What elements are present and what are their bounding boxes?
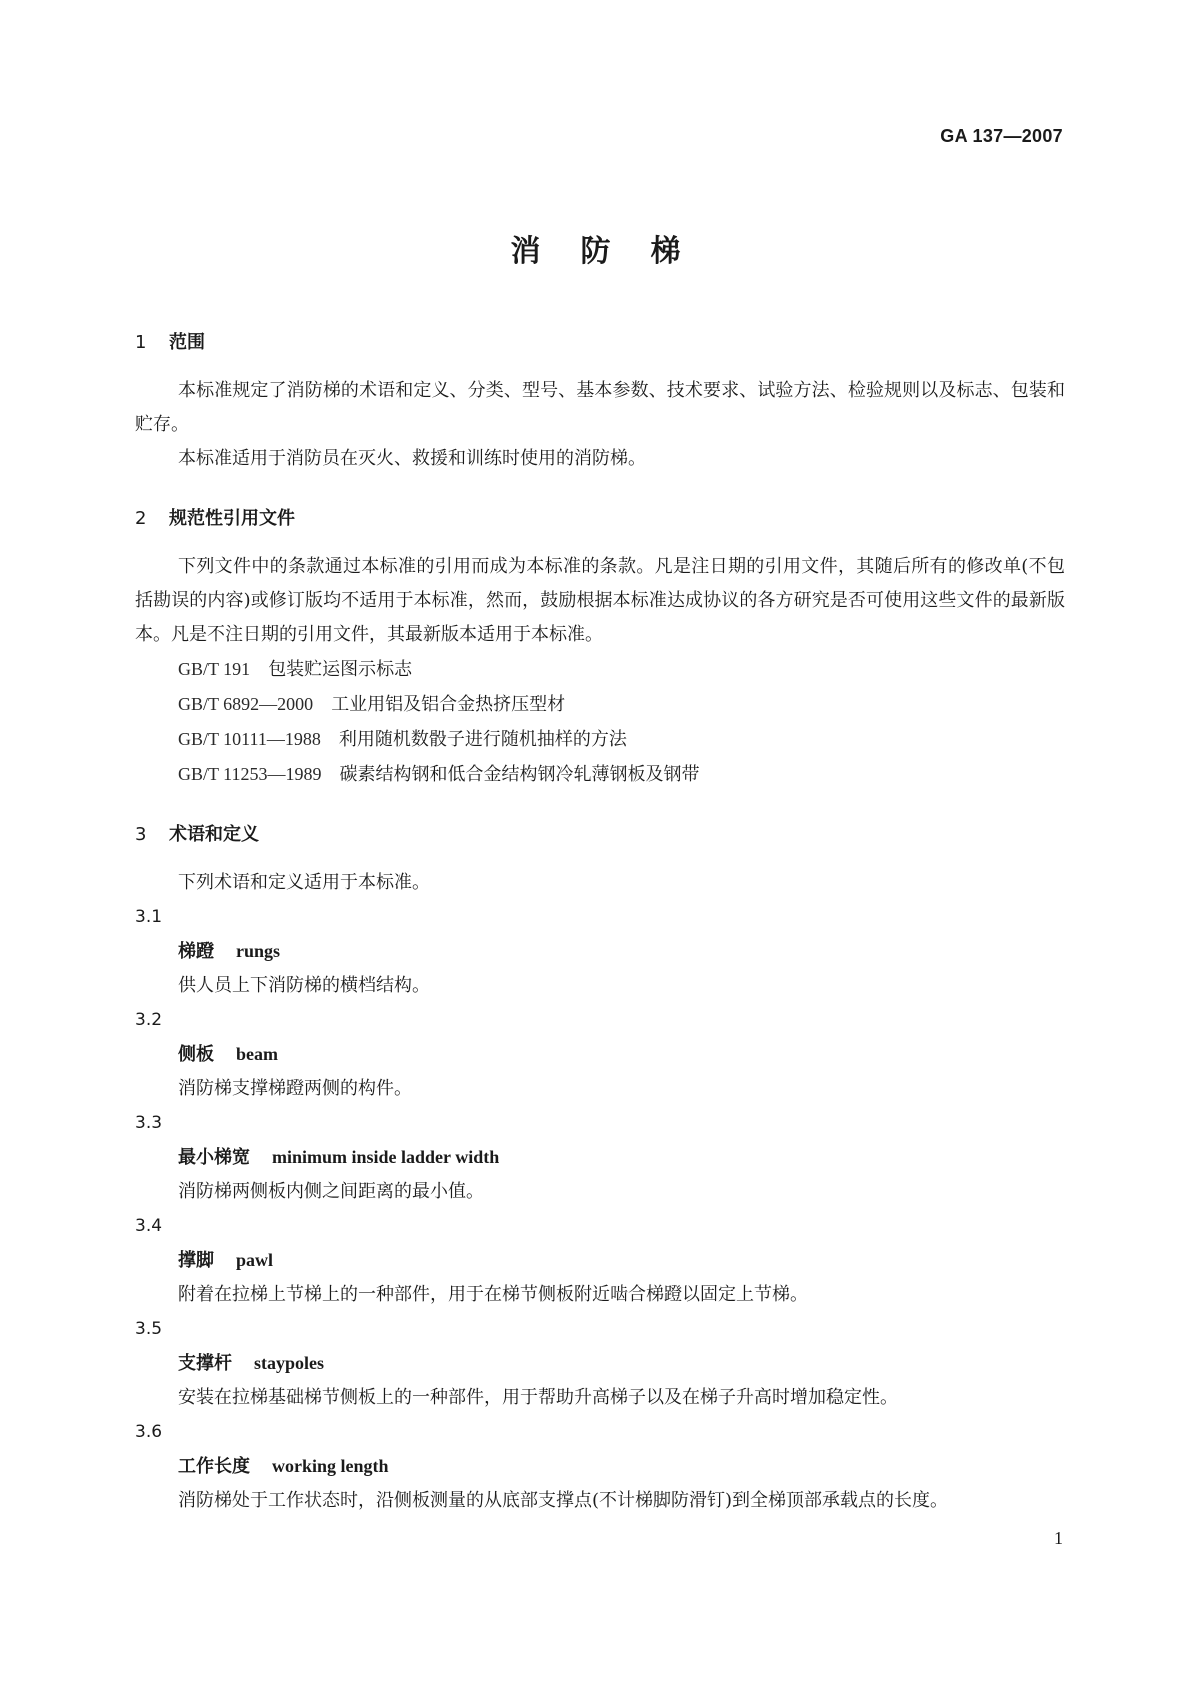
- term-entry: [135, 1106, 1065, 1209]
- term-definition: 消防梯支撑梯蹬两侧的构件。: [178, 1078, 412, 1099]
- term-en: working length: [272, 1456, 389, 1476]
- term-entry: [135, 900, 1065, 1003]
- term-en: beam: [236, 1044, 278, 1064]
- references-intro: 下列文件中的条款通过本标准的引用而成为本标准的条款。凡是注日期的引用文件，其随后所有的修改单(不包括勘误的内容)或修订版均不适用于本标准，然而，鼓励根据本标准达成协议的各方研究是否可使用这些文件的最新版本。凡是不注日期的引用文件，其最新版本适用于本标准。: [135, 556, 1065, 645]
- term-name: [135, 1243, 1065, 1278]
- reference-item: [135, 722, 1065, 757]
- section-number: 1: [135, 332, 147, 353]
- term-en: staypoles: [254, 1353, 325, 1373]
- section-number: 3: [135, 824, 147, 845]
- reference-item: [135, 757, 1065, 792]
- term-number: 3.1: [135, 907, 163, 927]
- term-number: 3.3: [135, 1113, 163, 1133]
- term-zh: 支撑杆: [178, 1353, 232, 1374]
- term-definition: 消防梯处于工作状态时，沿侧板测量的从底部支撑点(不计梯脚防滑钉)到全梯顶部承载点的长度。: [178, 1490, 949, 1511]
- term-zh: 梯蹬: [178, 941, 214, 962]
- reference-title: 碳素结构钢和低合金结构钢冷轧薄钢板及钢带: [339, 764, 700, 785]
- page-number: 1: [1054, 1528, 1063, 1548]
- term-entry: [135, 1003, 1065, 1106]
- terms-intro: 下列术语和定义适用于本标准。: [178, 872, 430, 893]
- term-entry: [135, 1209, 1065, 1312]
- term-entry: [135, 1415, 1065, 1518]
- term-zh: 侧板: [178, 1044, 214, 1065]
- term-number: 3.4: [135, 1216, 163, 1236]
- scope-paragraph: 本标准规定了消防梯的术语和定义、分类、型号、基本参数、技术要求、试验方法、检验规则以及标志、包装和贮存。: [135, 380, 1065, 435]
- section-title: 范围: [169, 332, 205, 353]
- term-name: [135, 1140, 1065, 1175]
- section-heading-normative-references: [135, 502, 1065, 536]
- term-number: 3.2: [135, 1010, 163, 1030]
- term-zh: 撑脚: [178, 1250, 214, 1271]
- term-name: [135, 934, 1065, 969]
- term-number: 3.6: [135, 1422, 163, 1442]
- section-heading-scope: [135, 326, 1065, 360]
- reference-item: [135, 687, 1065, 722]
- scope-paragraph: 本标准适用于消防员在灭火、救援和训练时使用的消防梯。: [178, 448, 646, 469]
- term-definition: 供人员上下消防梯的横档结构。: [178, 975, 430, 996]
- term-definition: 消防梯两侧板内侧之间距离的最小值。: [178, 1181, 484, 1202]
- term-name: [135, 1449, 1065, 1484]
- document-title: 消防梯: [510, 234, 721, 269]
- reference-title: 工业用铝及铝合金热挤压型材: [331, 694, 566, 715]
- standard-code: GA 137—2007: [940, 126, 1063, 146]
- term-zh: 工作长度: [178, 1456, 250, 1477]
- reference-code: GB/T 191: [178, 659, 251, 679]
- term-number: 3.5: [135, 1319, 163, 1339]
- reference-code: GB/T 6892—2000: [178, 694, 314, 714]
- term-en: pawl: [236, 1250, 274, 1270]
- section-heading-terms-definitions: [135, 818, 1065, 852]
- term-en: minimum inside ladder width: [272, 1147, 500, 1167]
- section-title: 术语和定义: [169, 824, 259, 845]
- term-zh: 最小梯宽: [178, 1147, 250, 1168]
- term-definition: 安装在拉梯基础梯节侧板上的一种部件，用于帮助升高梯子以及在梯子升高时增加稳定性。: [178, 1387, 898, 1408]
- term-name: [135, 1346, 1065, 1381]
- term-entry: [135, 1312, 1065, 1415]
- reference-code: GB/T 11253—1989: [178, 764, 322, 784]
- term-en: rungs: [236, 941, 281, 961]
- reference-item: [135, 652, 1065, 687]
- document-body: [135, 326, 1065, 1518]
- section-number: 2: [135, 508, 147, 529]
- term-name: [135, 1037, 1065, 1072]
- reference-title: 包装贮运图示标志: [268, 659, 413, 680]
- term-definition: 附着在拉梯上节梯上的一种部件，用于在梯节侧板附近啮合梯蹬以固定上节梯。: [178, 1284, 808, 1305]
- reference-title: 利用随机数骰子进行随机抽样的方法: [338, 729, 627, 750]
- section-title: 规范性引用文件: [169, 508, 295, 529]
- reference-code: GB/T 10111—1988: [178, 729, 321, 749]
